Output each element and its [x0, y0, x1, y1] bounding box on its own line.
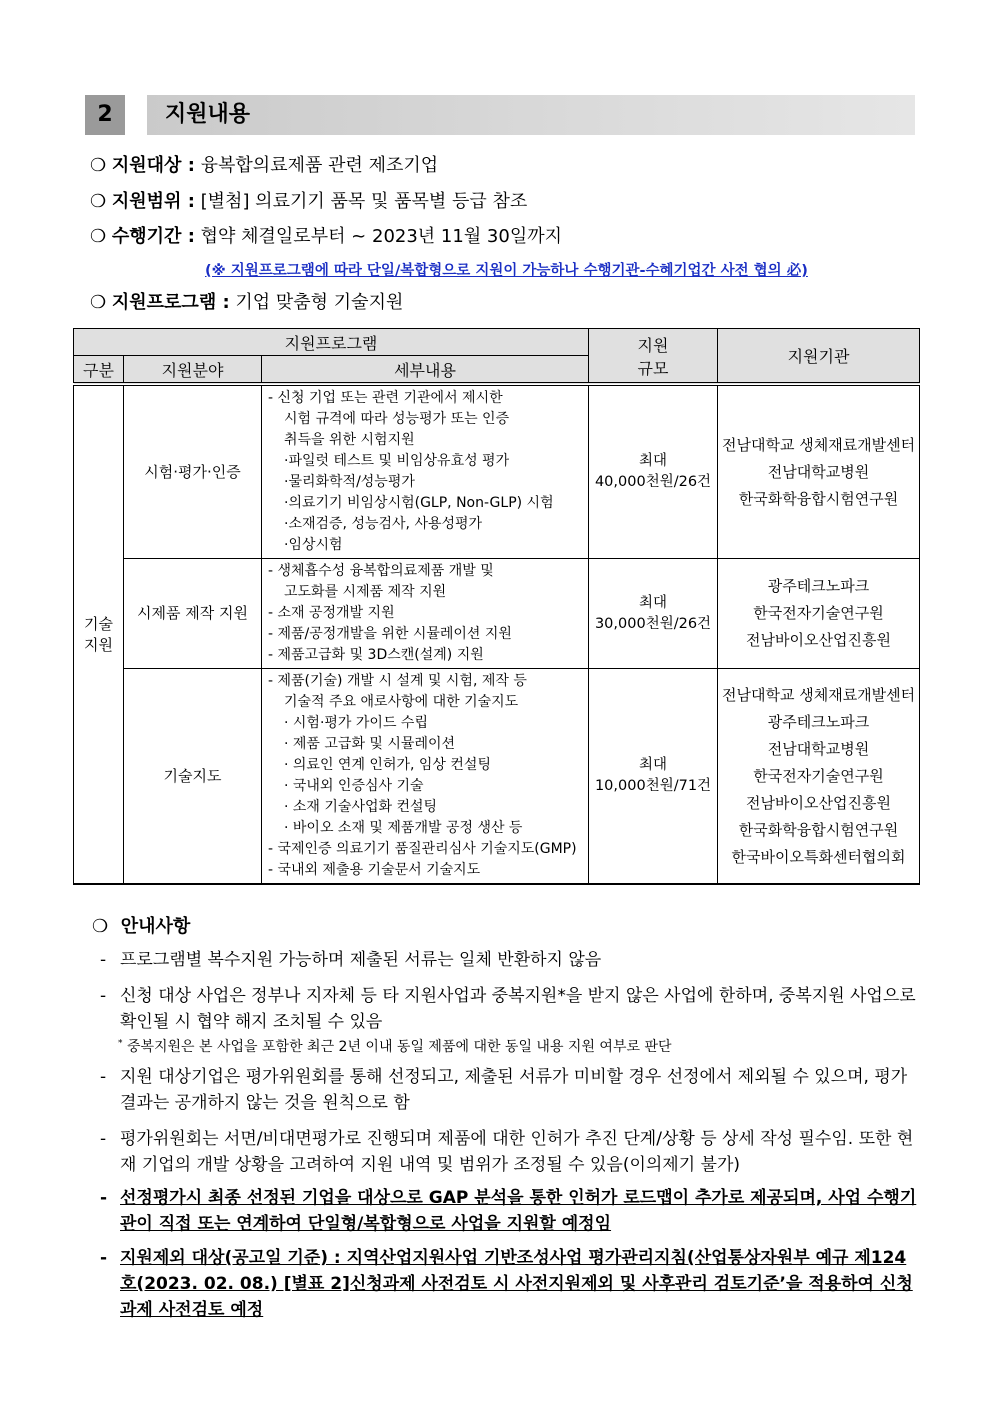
org-name: 전남대학교병원 — [767, 739, 870, 758]
org-name: 전남대학교 생체재료개발센터 — [722, 685, 916, 704]
header-scale: 지원 규모 — [589, 329, 718, 385]
guide-title-text: 안내사항 — [120, 916, 191, 937]
circle-bullet: ❍ — [90, 292, 107, 313]
header-org: 지원기관 — [718, 329, 920, 385]
guide-item — [100, 1185, 922, 1237]
item-program — [90, 288, 403, 314]
detail-line: ·소재검증, 성능검사, 사용성평가 — [284, 516, 483, 532]
field-cell: 시험·평가·인증 — [124, 384, 262, 559]
detail-line: ·물리화학적/성능평가 — [284, 474, 415, 490]
program-note: (※ 지원프로그램에 따라 단일/복합형으로 지원이 가능하나 수행기관-수혜기업간 사전 협의 必) — [205, 263, 808, 279]
section-header — [85, 95, 915, 135]
dash-bullet: - — [100, 1129, 107, 1149]
section-title: 지원내용 — [165, 102, 251, 127]
detail-line: - 국내외 제출용 기술문서 기술지도 — [268, 862, 481, 878]
org-name: 광주테크노파크 — [767, 712, 870, 731]
table-row — [74, 559, 920, 669]
field-cell: 기술지도 — [124, 669, 262, 885]
org-cell — [718, 384, 920, 559]
header-detail: 세부내용 — [262, 356, 589, 385]
circle-bullet: ❍ — [92, 916, 109, 937]
item-label: 지원범위 : — [111, 191, 195, 212]
detail-line: 시험 규격에 따라 성능평가 또는 인증 — [284, 411, 510, 427]
detail-line: · 국내외 인증심사 기술 — [284, 778, 424, 794]
detail-line: - 생체흡수성 융복합의료제품 개발 및 — [268, 563, 494, 579]
guide-text: 지원 대상기업은 평가위원회를 통해 선정되고, 제출된 서류가 미비할 경우 선정에서 제외될 수 있으며, 평가 결과는 공개하지 않는 것을 원칙으로 함 — [120, 1067, 908, 1113]
detail-line: ·임상시험 — [284, 537, 343, 553]
detail-cell — [262, 559, 589, 669]
detail-cell — [262, 384, 589, 559]
detail-line: 취득을 위한 시험지원 — [284, 432, 415, 448]
header-field: 지원분야 — [124, 356, 262, 385]
scale-cell: 최대 30,000천원/26건 — [589, 559, 718, 669]
circle-bullet: ❍ — [90, 191, 107, 212]
org-name: 광주테크노파크 — [767, 577, 870, 595]
org-name: 전남바이오산업진흥원 — [746, 793, 891, 812]
item-value: 융복합의료제품 관련 제조기업 — [200, 155, 439, 176]
footnote-text: 중복지원은 본 사업을 포함한 최근 2년 이내 동일 제품에 대한 동일 내용 지원 여부로 판단 — [126, 1039, 672, 1055]
header-gubun: 구분 — [74, 356, 124, 385]
item-label: 지원프로그램 : — [111, 292, 230, 313]
org-cell — [718, 559, 920, 669]
dash-bullet: - — [100, 1248, 108, 1268]
org-name: 한국화학융합시험연구원 — [738, 489, 899, 508]
detail-line: · 시험·평가 가이드 수립 — [284, 715, 428, 731]
item-label: 수행기간 : — [111, 226, 195, 247]
scale-cell: 최대 40,000천원/26건 — [589, 384, 718, 559]
item-value: [별첨] 의료기기 품목 및 품목별 등급 참조 — [200, 191, 528, 212]
dash-bullet: - — [100, 986, 107, 1006]
item-label: 지원대상 : — [111, 155, 195, 176]
detail-line: - 소재 공정개발 지원 — [268, 605, 395, 621]
org-cell — [718, 669, 920, 885]
detail-line: - 신청 기업 또는 관련 기관에서 제시한 — [268, 390, 503, 406]
dash-bullet: - — [100, 1067, 107, 1087]
detail-line: · 바이오 소재 및 제품개발 공정 생산 등 — [284, 820, 523, 836]
program-table — [73, 328, 920, 885]
detail-line: - 제품고급화 및 3D스캔(설계) 지원 — [268, 647, 484, 663]
org-name: 한국전자기술연구원 — [753, 604, 884, 622]
guide-item — [100, 947, 922, 973]
item-value: 기업 맞춤형 기술지원 — [235, 292, 404, 313]
table-row — [74, 384, 920, 559]
detail-line: 기술적 주요 애로사항에 대한 기술지도 — [284, 694, 519, 710]
field-cell: 시제품 제작 지원 — [124, 559, 262, 669]
section-number: 2 — [85, 95, 125, 135]
item-value: 협약 체결일로부터 ~ 2023년 11월 30일까지 — [200, 226, 562, 247]
guide-item — [100, 1126, 922, 1178]
detail-line: - 제품(기술) 개발 시 설계 및 시험, 제작 등 — [268, 673, 527, 689]
dash-bullet: - — [100, 950, 107, 970]
guide-item — [100, 1245, 922, 1323]
org-name: 한국전자기술연구원 — [753, 766, 884, 785]
detail-cell — [262, 669, 589, 885]
header-program: 지원프로그램 — [74, 329, 589, 356]
org-name: 한국화학융합시험연구원 — [738, 820, 899, 839]
org-name: 전남바이오산업진흥원 — [746, 631, 891, 649]
section-divider — [125, 95, 147, 135]
circle-bullet: ❍ — [90, 155, 107, 176]
table-row — [74, 669, 920, 885]
footnote-mark: * — [118, 1038, 123, 1049]
guide-item — [100, 983, 922, 1035]
guide-text: 프로그램별 복수지원 가능하며 제출된 서류는 일체 반환하지 않음 — [120, 950, 602, 970]
guide-text: 신청 대상 사업은 정부나 지자체 등 타 지원사업과 중복지원*을 받지 않은 사업에 한하며, 중복지원 사업으로 확인될 시 협약 해지 조치될 수 있음 — [120, 986, 916, 1032]
item-target — [90, 151, 438, 177]
gubun-cell: 기술 지원 — [74, 384, 124, 884]
dash-bullet: - — [100, 1188, 108, 1208]
circle-bullet: ❍ — [90, 226, 107, 247]
guide-title — [92, 912, 190, 938]
detail-line: 고도화를 시제품 제작 지원 — [284, 584, 447, 600]
detail-line: ·파일럿 테스트 및 비임상유효성 평가 — [284, 453, 510, 469]
footnote — [118, 1036, 672, 1056]
detail-line: - 국제인증 의료기기 품질관리심사 기술지도(GMP) — [268, 841, 577, 857]
guide-item — [100, 1064, 922, 1116]
org-name: 한국바이오특화센터협의회 — [731, 847, 906, 866]
detail-line: · 의료인 연계 인허가, 임상 컨설팅 — [284, 757, 491, 773]
guide-text: 평가위원회는 서면/비대면평가로 진행되며 제품에 대한 인허가 추진 단계/상황 등 상세 작성 필수임. 또한 현재 기업의 개발 상황을 고려하여 지원 내역 및 범위가 조정될 수 있음(이의제기 불가) — [120, 1129, 914, 1175]
detail-line: - 제품/공정개발을 위한 시뮬레이션 지원 — [268, 626, 512, 642]
detail-line: · 제품 고급화 및 시뮬레이션 — [284, 736, 456, 752]
org-name: 전남대학교 생체재료개발센터 — [722, 435, 916, 454]
guide-text: 선정평가시 최종 선정된 기업을 대상으로 GAP 분석을 통한 인허가 로드맵이 추가로 제공되며, 사업 수행기관이 직접 또는 연계하여 단일형/복합형으로 사업을 지원할 예정임 — [120, 1188, 917, 1234]
detail-line: ·의료기기 비임상시험(GLP, Non-GLP) 시험 — [284, 495, 554, 511]
scale-cell: 최대 10,000천원/71건 — [589, 669, 718, 885]
detail-line: · 소재 기술사업화 컨설팅 — [284, 799, 438, 815]
guide-text: 지원제외 대상(공고일 기준) : 지역산업지원사업 기반조성사업 평가관리지침(산업통상자원부 예규 제124호(2023. 02. 08.) [별표 2]신청과제 사전검토 시 사전지원제외 및 사후관리 검토기준’을 적용하여 신청과제 사전검토 예정 — [120, 1248, 913, 1320]
item-period — [90, 222, 562, 248]
item-scope — [90, 187, 527, 213]
org-name: 전남대학교병원 — [767, 462, 870, 481]
